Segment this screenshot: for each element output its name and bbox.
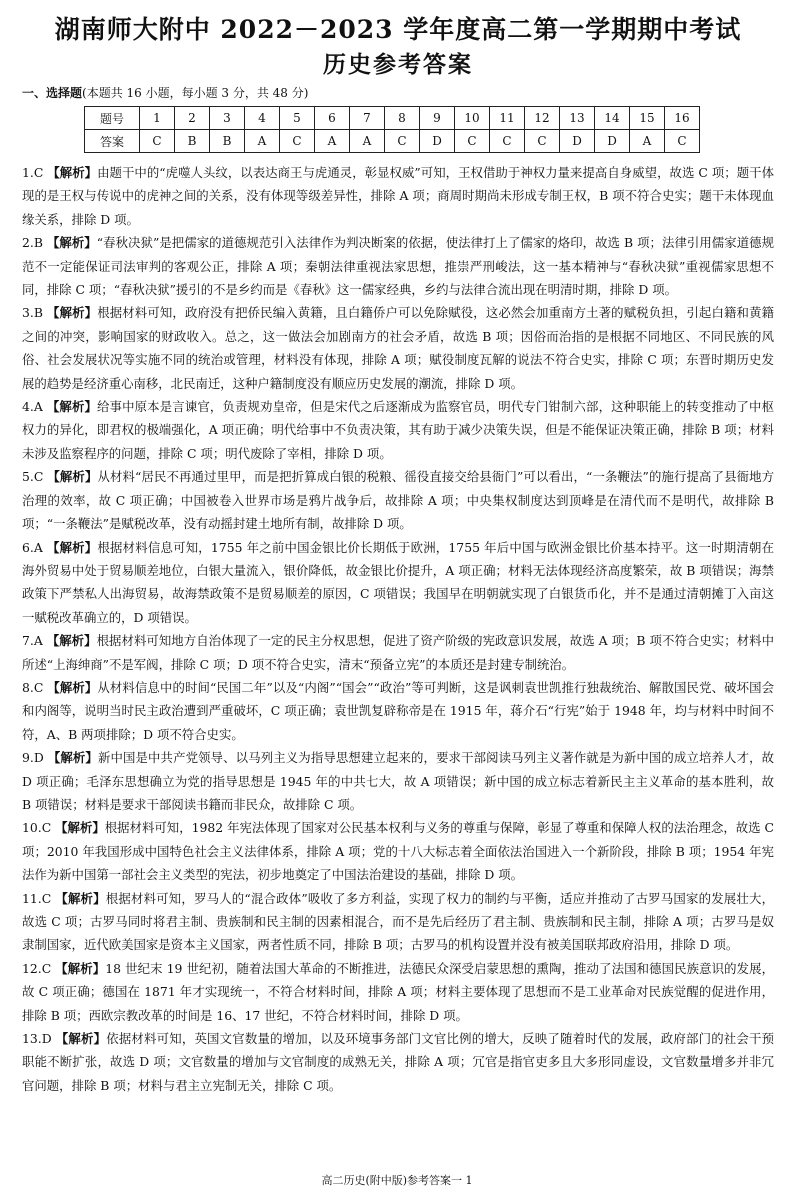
question-number: 7	[350, 107, 385, 130]
answer-row-label: 答案	[85, 130, 140, 153]
analysis-tag: 【解析】	[55, 820, 105, 836]
item-text: 根据材料可知，罗马人的“混合政体”吸收了多方利益，实现了权力的制约与平衡，适应并推动了古罗马国家的发展壮大，故选 C 项；古罗马同时将君主制、贵族制和民主制的因素相混合，而不是先后经历了君主制、贵族制和民主制，排除 A 项；古罗马是奴隶制国家，近代欧美国家是资本主义国家，两者性质不同，排除 B 项；古罗马的机构设置并没有被美国联邦政府沿用，排除 D 项。	[22, 890, 774, 953]
explanation-item	[22, 676, 774, 746]
explanation-item	[22, 536, 774, 630]
answer-cell: A	[315, 130, 350, 153]
item-text: 依据材料可知，英国文官数量的增加，以及环境事务部门文官比例的增大，反映了随着时代的发展，政府部门的社会干预职能不断扩张，故选 D 项；文官数量的增加与文官制度的成熟无关，排除 A 项；冗官是指官吏多且大多形同虚设，文官数量增多并非冗官问题，排除 B 项；材料与君主立宪制无关，排除 C 项。	[22, 1031, 774, 1093]
explanation-item	[22, 629, 774, 676]
page-subtitle: 历史参考答案	[323, 51, 473, 78]
section-heading	[22, 84, 774, 102]
item-number: 3.B	[22, 305, 43, 321]
answer-cell: A	[630, 130, 665, 153]
item-number: 12.C	[22, 960, 52, 976]
item-text: 根据材料信息可知，1755 年之前中国金银比价长期低于欧洲，1755 年后中国与欧洲金银比价基本持平。这一时期清朝在海外贸易中处于贸易顺差地位，白银大量流入，银价降低，故金银比价提升，A 项正确；材料无法体现经济高度繁荣，故 B 项错误；海禁政策下严禁私人出海贸易，故海禁政策不是贸易顺差的原因，C 项错误；我国早在明朝就实现了白银货币化，并不是通过清朝摊丁入亩这一赋税改革确立的，D 项错误。	[22, 539, 774, 625]
question-number: 13	[560, 107, 595, 130]
analysis-tag: 【解析】	[47, 679, 98, 695]
item-number: 11.C	[22, 890, 52, 906]
answer-table	[84, 106, 700, 153]
answer-table-answer-row	[85, 130, 700, 153]
explanation-item	[22, 957, 774, 1027]
answer-cell: C	[455, 130, 490, 153]
item-number: 4.A	[22, 399, 43, 415]
page-title: 湖南师大附中 2022－2023 学年度高二第一学期期中考试	[54, 15, 742, 44]
item-text: 由题干中的“虎噬人头纹，以表达商王与虎通灵，彰显权威”可知，王权借助于神权力量来提高自身威望，故选 C 项；题干体现的是王权与传说中的虎神之间的关系，没有体现等级差异性，排除 A 项；商周时期尚未形成专制王权，B 项不符合史实；题干未体现血缘关系，排除 D 项。	[22, 165, 775, 227]
item-number: 7.A	[22, 633, 43, 649]
answer-cell: C	[385, 130, 420, 153]
explanation-item	[22, 465, 774, 535]
answer-cell: D	[420, 130, 455, 153]
analysis-tag: 【解析】	[55, 1031, 107, 1047]
answer-cell: B	[210, 130, 245, 153]
answer-cell: C	[140, 130, 175, 153]
analysis-tag: 【解析】	[47, 469, 98, 485]
question-number: 14	[595, 107, 630, 130]
analysis-tag: 【解析】	[46, 539, 98, 555]
analysis-tag: 【解析】	[46, 633, 97, 649]
explanation-item	[22, 1027, 774, 1097]
question-number: 4	[245, 107, 280, 130]
answer-table-number-row	[85, 107, 700, 130]
explanation-item	[22, 816, 774, 886]
item-text: 根据材料可知地方自治体现了一定的民主分权思想，促进了资产阶级的宪政意识发展，故选 A 项；B 项不符合史实；材料中所述“上海绅商”不是军阀，排除 C 项；D 项不符合史实，清末“预备立宪”的本质还是封建专制统治。	[22, 633, 774, 672]
item-number: 1.C	[22, 165, 44, 180]
question-number: 2	[175, 107, 210, 130]
item-number: 8.C	[22, 679, 44, 695]
question-number: 16	[665, 107, 700, 130]
question-number: 5	[280, 107, 315, 130]
item-text: 给事中原本是言谏官，负责规劝皇帝，但是宋代之后逐渐成为监察官员，明代专门钳制六部，这种职能上的转变推动了中枢权力的异化，即君权的极端强化，A 项正确；明代给事中不负责决策，其有助于减少决策失误，但是不能保证决策正确，排除 B 项；材料未涉及监察程序的问题，排除 C 项；明代废除了宰相，排除 D 项。	[22, 399, 774, 461]
item-number: 6.A	[22, 539, 43, 555]
explanation-item	[22, 161, 774, 231]
answer-explanations	[22, 161, 774, 1097]
item-text: 从材料“居民不再通过里甲，而是把折算成白银的税粮、徭役直接交给县衙门”可以看出，“一条鞭法”的施行提高了县衙地方治理的效率，故 C 项正确；中国被卷入世界市场是鸦片战争后，故排除 A 项；中央集权制度达到顶峰是在清代而不是明代，故排除 B 项；“一条鞭法”是赋税改革，没有动摇封建土地所有制，故排除 D 项。	[22, 469, 775, 532]
page-footer: 高二历史(附中版)参考答案一 1	[321, 1174, 473, 1187]
analysis-tag: 【解析】	[47, 165, 98, 180]
answer-cell: A	[350, 130, 385, 153]
answer-cell: A	[245, 130, 280, 153]
analysis-tag: 【解析】	[55, 890, 106, 906]
analysis-tag: 【解析】	[47, 750, 98, 766]
item-number: 5.C	[22, 469, 44, 485]
explanation-item	[22, 301, 774, 395]
question-number: 6	[315, 107, 350, 130]
number-row-label: 题号	[85, 107, 140, 130]
question-number: 8	[385, 107, 420, 130]
item-number: 10.C	[22, 820, 52, 836]
item-text: 从材料信息中的时间“民国二年”以及“内阁”“国会”“政治”等可判断，这是讽刺袁世凯推行独裁统治、解散国民党、破坏国会和内阁等，说明当时民主政治遭到严重破坏，C 项正确；袁世凯复辟称帝是在 1915 年，蒋介石“行宪”始于 1948 年，均与材料中时间不符，A、B 两项排除；D 项不符合史实。	[22, 679, 774, 742]
answer-cell: C	[490, 130, 525, 153]
section-note: (本题共 16 小题，每小题 3 分，共 48 分)	[82, 86, 309, 100]
item-text: 18 世纪末 19 世纪初，随着法国大革命的不断推进，法德民众深受启蒙思想的熏陶，推动了法国和德国民族意识的发展，故 C 项正确；德国在 1871 年才实现统一，不符合材料时间，排除 A 项；材料主要体现了思想而不是工业革命对民族觉醒的促进作用，排除 B 项；西欧宗教改革的时间是 16、17 世纪，不符合材料时间，排除 D 项。	[22, 960, 774, 1023]
explanation-item	[22, 395, 774, 465]
analysis-tag: 【解析】	[46, 235, 97, 251]
answer-cell: B	[175, 130, 210, 153]
question-number: 12	[525, 107, 560, 130]
question-number: 9	[420, 107, 455, 130]
explanation-item	[22, 231, 774, 301]
answer-cell: C	[525, 130, 560, 153]
question-number: 1	[140, 107, 175, 130]
answer-cell: D	[595, 130, 630, 153]
explanation-item	[22, 746, 774, 816]
section-title: 一、选择题	[22, 86, 83, 100]
question-number: 10	[455, 107, 490, 130]
item-text: “春秋决狱”是把儒家的道德规范引入法律作为判决断案的依据，使法律打上了儒家的烙印，故选 B 项；法律引用儒家道德规范不一定能保证司法审判的客观公正，排除 A 项；秦朝法律重视法家思想，推崇严刑峻法，这一基本精神与“春秋决狱”重视儒家思想不同，排除 C 项；“春秋决狱”援引的不是乡约而是《春秋》这一儒家经典，乡约与法律合流出现在明清时期，排除 D 项。	[22, 235, 774, 298]
item-text: 根据材料可知，政府没有把侨民编入黄籍，且白籍侨户可以免除赋役，这必然会加重南方土著的赋税负担，引起白籍和黄籍之间的冲突，影响国家的财政收入。总之，这一做法会加剧南方的社会矛盾，故选 B 项；因俗而治指的是根据不同地区、不同民族的风俗、社会发展状况等实施不同的统治或管理，材料没有体现，排除 A 项；赋役制度瓦解的说法不符合史实，排除 C 项；东晋时期历史发展的趋势是经济重心南移，北民南迁，这种户籍制度没有顺应历史发展的潮流，排除 D 项。	[22, 305, 775, 391]
analysis-tag: 【解析】	[55, 960, 106, 976]
item-number: 2.B	[22, 235, 43, 251]
answer-cell: D	[560, 130, 595, 153]
answer-cell: C	[665, 130, 700, 153]
question-number: 11	[490, 107, 525, 130]
item-text: 根据材料可知，1982 年宪法体现了国家对公民基本权利与义务的尊重与保障，彰显了尊重和保障人权的法治理念，故选 C 项；2010 年我国形成中国特色社会主义法律体系，排除 A 项；党的十八大标志着全面依法治国进入一个新阶段，排除 B 项；1954 年宪法作为新中国第一部社会主义类型的宪法，初步地奠定了中国法治建设的基础，排除 D 项。	[22, 820, 775, 883]
analysis-tag: 【解析】	[47, 305, 98, 321]
item-text: 新中国是中共产党领导、以马列主义为指导思想建立起来的，要求干部阅读马列主义著作就是为新中国的成立培养人才，故 D 项正确；毛泽东思想确立为党的指导思想是 1945 年的中共七大，故 A 项错误；新中国的成立标志着新民主主义革命的基本胜利，故 B 项错误；材料是要求干部阅读书籍而非民众，故排除 C 项。	[22, 750, 774, 812]
analysis-tag: 【解析】	[46, 399, 98, 415]
question-number: 3	[210, 107, 245, 130]
explanation-item	[22, 887, 774, 957]
question-number: 15	[630, 107, 665, 130]
answer-cell: C	[280, 130, 315, 153]
item-number: 9.D	[22, 750, 44, 766]
item-number: 13.D	[22, 1031, 52, 1047]
